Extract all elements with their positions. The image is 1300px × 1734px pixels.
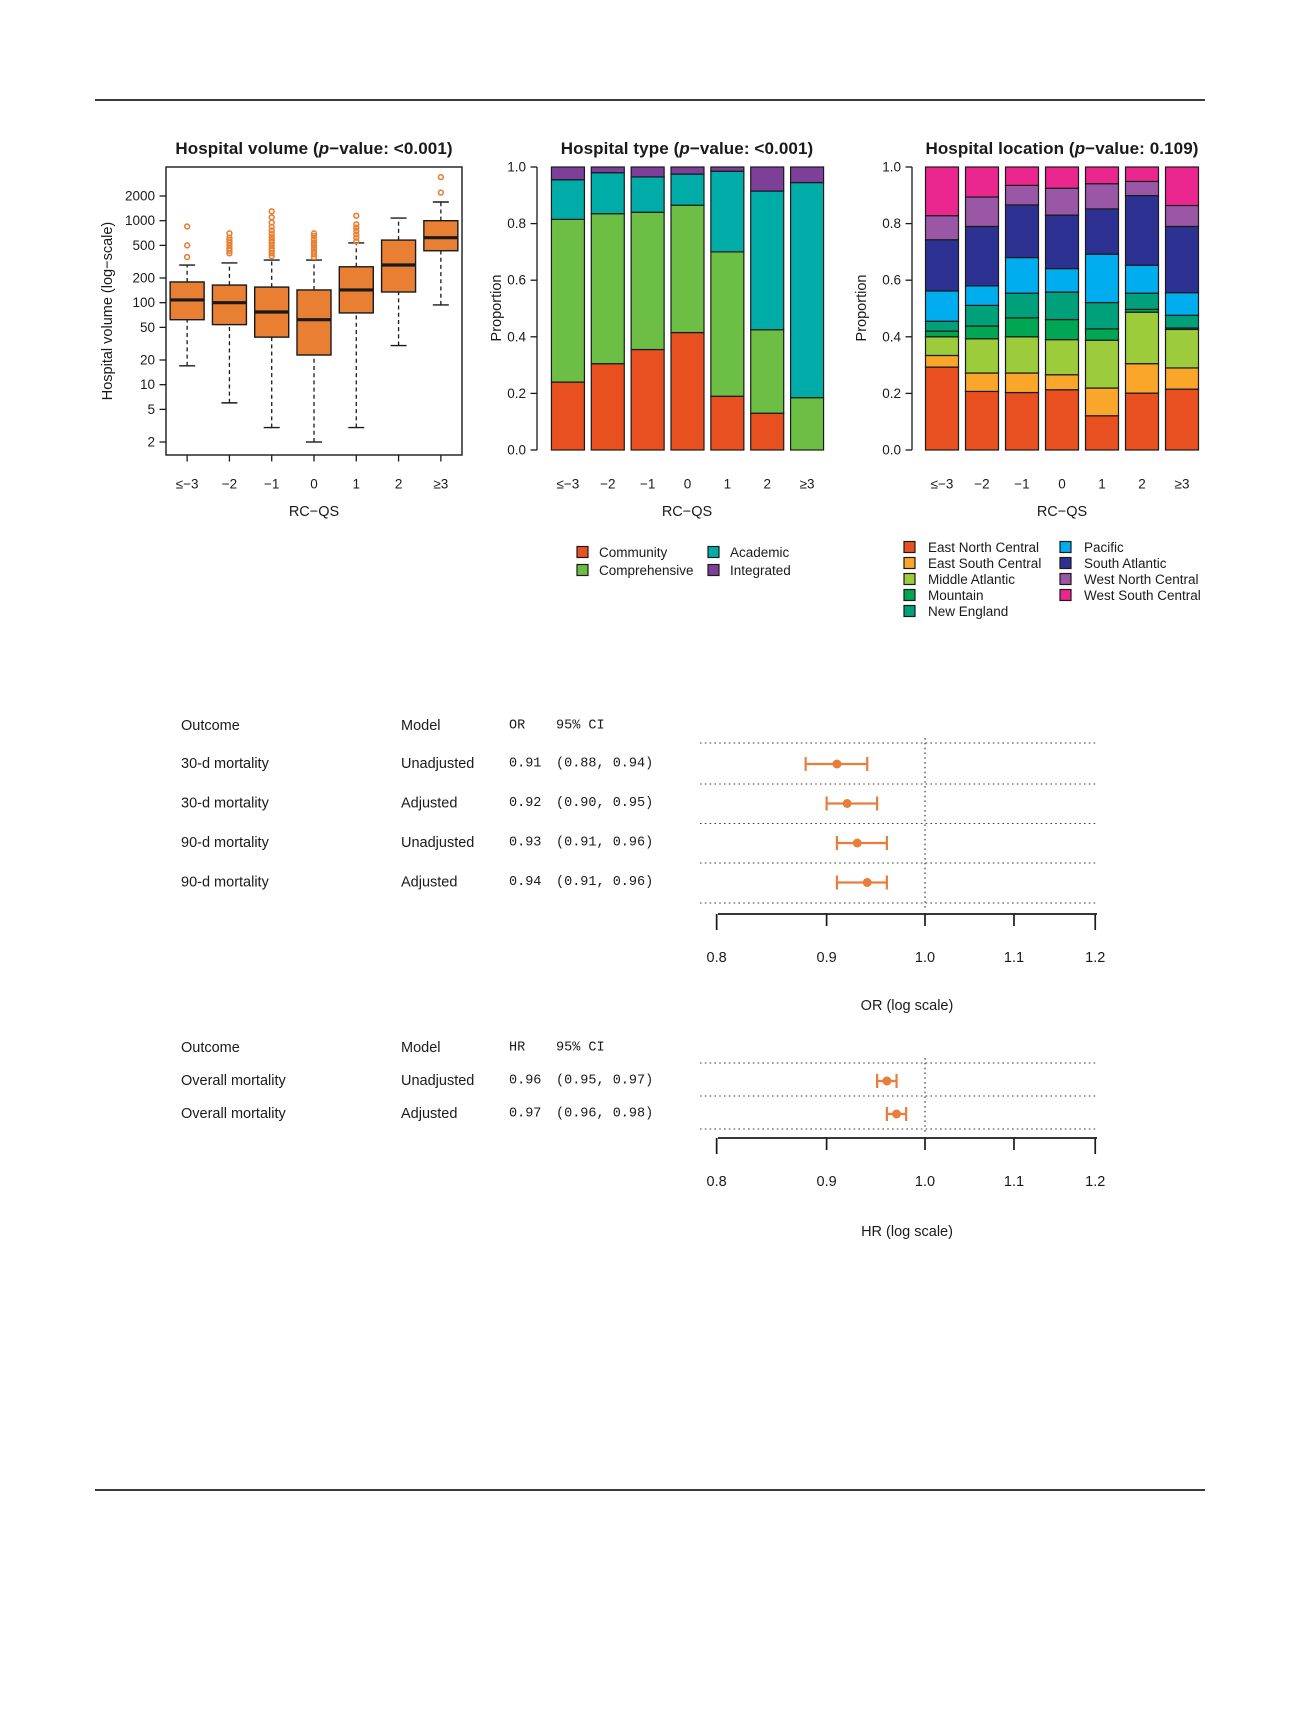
x-tick-label: 0.8 xyxy=(706,1174,727,1190)
x-tick-label: −2 xyxy=(600,476,616,492)
x-tick-label: 1.0 xyxy=(914,950,936,966)
hospital_location-segment-middle-atlantic xyxy=(1006,337,1039,373)
hospital_location-segment-pacific xyxy=(1126,265,1159,293)
hospital_location-segment-new-england xyxy=(1046,292,1079,319)
x-tick-label: −1 xyxy=(639,476,656,492)
x-tick-label: 0 xyxy=(1058,476,1066,492)
row-outcome: 30-d mortality xyxy=(181,795,269,812)
row-estimate: 0.96 xyxy=(509,1073,542,1089)
row-estimate: 0.97 xyxy=(509,1106,542,1122)
hospital_location-segment-mountain xyxy=(1006,318,1039,337)
legend-swatch-community xyxy=(577,547,588,558)
outlier-point xyxy=(354,213,359,218)
legend-label: Comprehensive xyxy=(599,563,694,578)
type-title-post: −value: <0.001) xyxy=(689,139,814,158)
hospital_location-segment-west-south-central xyxy=(1166,167,1199,205)
box xyxy=(212,285,246,325)
row-ci: (0.91, 0.96) xyxy=(556,875,654,890)
hospital_location-segment-west-north-central xyxy=(1086,184,1119,209)
location-chart-title xyxy=(925,139,1198,159)
table-header-95-ci: 95% CI xyxy=(556,1040,605,1056)
hospital_location-segment-pacific xyxy=(1006,258,1039,294)
hospital_location-segment-east-south-central xyxy=(1006,373,1039,393)
point-estimate xyxy=(843,799,852,808)
location-chart-xlabel: RC−QS xyxy=(1036,504,1088,520)
hospital_location-segment-new-england xyxy=(966,305,999,326)
hospital_location-segment-east-south-central xyxy=(966,373,999,391)
hospital_location-segment-west-north-central xyxy=(1046,188,1079,215)
legend-label: Academic xyxy=(730,545,790,560)
legend-label: Integrated xyxy=(730,563,791,578)
hospital_type-segment-integrated xyxy=(631,167,664,177)
type-title-pre: Hospital type ( xyxy=(560,139,680,158)
boxplot-title xyxy=(175,139,452,159)
legend-label: West North Central xyxy=(1084,572,1199,587)
y-tick-label: 10 xyxy=(139,377,155,393)
legend-swatch-academic xyxy=(708,547,719,558)
legend-label: Mountain xyxy=(928,588,984,603)
hospital_type-segment-academic xyxy=(631,177,664,212)
hospital_location-segment-pacific xyxy=(926,291,959,321)
hospital_location-segment-east-north-central xyxy=(1126,393,1159,450)
hospital_location-segment-south-atlantic xyxy=(1086,209,1119,254)
x-tick-label: 2 xyxy=(394,476,403,492)
x-tick-label: 2 xyxy=(763,476,771,492)
hospital_location-segment-east-north-central xyxy=(926,367,959,450)
hospital_type-segment-community xyxy=(671,333,704,450)
y-tick-label: 0.8 xyxy=(507,216,526,232)
hospital_type-segment-integrated xyxy=(711,167,744,171)
hospital_location-segment-pacific xyxy=(1046,269,1079,292)
hospital_type-segment-academic xyxy=(791,183,824,398)
legend-swatch-pacific xyxy=(1060,542,1071,553)
forest_hr-panel xyxy=(181,1040,1105,1190)
hospital_location-segment-middle-atlantic xyxy=(966,339,999,373)
or-axis-caption: OR (log scale) xyxy=(860,998,954,1014)
hospital_location-segment-west-south-central xyxy=(966,167,999,197)
hospital_type-segment-comprehensive xyxy=(631,212,664,349)
row-model: Unadjusted xyxy=(401,756,475,772)
hospital_type-segment-community xyxy=(751,413,784,450)
hospital_location-segment-west-south-central xyxy=(1046,167,1079,188)
legend-swatch-west-north-central xyxy=(1060,574,1071,585)
point-estimate xyxy=(863,878,872,887)
row-model: Unadjusted xyxy=(401,835,475,851)
type-chart-title xyxy=(561,139,814,159)
boxplot-title-p: p xyxy=(318,139,330,158)
outlier-point xyxy=(438,175,443,180)
hospital_type-segment-comprehensive xyxy=(711,252,744,396)
boxplot-hospital-volume xyxy=(125,167,462,492)
hospital_location-segment-south-atlantic xyxy=(966,226,999,285)
outlier-point xyxy=(438,190,443,195)
legend-swatch-east-south-central xyxy=(904,558,915,569)
x-tick-label: ≤−3 xyxy=(930,476,954,492)
legend-label: Community xyxy=(599,545,668,560)
y-tick-label: 2 xyxy=(147,434,155,450)
row-model: Adjusted xyxy=(401,874,458,891)
hospital_location-segment-pacific xyxy=(1086,254,1119,302)
hospital_location-segment-new-england xyxy=(1126,293,1159,309)
legend-swatch-integrated xyxy=(708,565,719,576)
x-tick-label: 1.1 xyxy=(1003,1174,1025,1190)
y-tick-label: 0.2 xyxy=(507,385,526,401)
row-outcome: 90-d mortality xyxy=(181,835,269,851)
point-estimate xyxy=(832,760,841,769)
row-model: Unadjusted xyxy=(401,1073,475,1089)
hospital_location-segment-west-north-central xyxy=(1006,185,1039,205)
hospital_location-segment-east-north-central xyxy=(1006,393,1039,450)
hospital_location-segment-east-north-central xyxy=(1046,390,1079,450)
x-tick-label: 0.9 xyxy=(816,1174,837,1190)
x-tick-label: ≤−3 xyxy=(556,476,580,492)
table-header-model: Model xyxy=(401,1040,441,1056)
hospital_location-segment-east-south-central xyxy=(1126,364,1159,393)
table-header-outcome: Outcome xyxy=(181,718,240,734)
legend-swatch-east-north-central xyxy=(904,542,915,553)
legend-label: Middle Atlantic xyxy=(928,572,1016,587)
y-tick-label: 0.6 xyxy=(882,272,901,288)
hospital_location-segment-pacific xyxy=(966,286,999,306)
type-chart-xlabel: RC−QS xyxy=(661,504,713,520)
outlier-point xyxy=(354,222,359,227)
hospital_location-segment-west-north-central xyxy=(1166,205,1199,226)
outlier-point xyxy=(185,243,190,248)
y-tick-label: 200 xyxy=(132,270,155,286)
legend-label: East North Central xyxy=(928,540,1040,555)
row-estimate: 0.92 xyxy=(509,796,542,811)
hospital_type-segment-community xyxy=(711,396,744,450)
hospital_location-segment-west-south-central xyxy=(1006,167,1039,185)
hr-axis-caption: HR (log scale) xyxy=(861,1224,953,1240)
row-ci: (0.95, 0.97) xyxy=(556,1073,654,1089)
y-tick-label: 0.0 xyxy=(507,442,526,458)
y-tick-label: 1000 xyxy=(124,213,155,229)
x-tick-label: −1 xyxy=(264,476,280,492)
y-tick-label: 0.6 xyxy=(507,272,526,288)
x-tick-label: 1 xyxy=(352,476,361,492)
hospital_type-segment-community xyxy=(591,364,624,450)
hospital_location-segment-east-south-central xyxy=(1086,388,1119,416)
hospital_location-segment-pacific xyxy=(1166,293,1199,316)
location-title-p: p xyxy=(1074,139,1086,158)
box xyxy=(297,290,331,355)
x-tick-label: −2 xyxy=(221,476,238,492)
hospital_location-chart xyxy=(882,160,1198,492)
x-tick-label: 1.0 xyxy=(914,1174,936,1190)
boxplot-title-post: −value: <0.001) xyxy=(329,139,453,158)
hospital_location-segment-west-north-central xyxy=(926,216,959,240)
table-header-hr: HR xyxy=(509,1040,526,1056)
table-header-or: OR xyxy=(509,718,526,734)
x-tick-label: ≥3 xyxy=(433,476,449,492)
hospital_type-legend xyxy=(577,545,791,578)
x-tick-label: −2 xyxy=(974,476,990,492)
row-outcome: Overall mortality xyxy=(181,1073,286,1089)
hospital_location-segment-east-south-central xyxy=(1046,375,1079,390)
hospital_location-segment-mountain xyxy=(926,331,959,337)
x-tick-label: ≤−3 xyxy=(175,476,199,492)
type-title-p: p xyxy=(679,139,690,158)
legend-swatch-comprehensive xyxy=(577,565,588,576)
point-estimate xyxy=(882,1077,891,1086)
row-estimate: 0.94 xyxy=(509,875,542,890)
hospital_location-segment-new-england xyxy=(926,321,959,331)
y-tick-label: 0.8 xyxy=(882,216,901,232)
hospital_location-segment-south-atlantic xyxy=(1126,196,1159,266)
hospital_location-segment-east-north-central xyxy=(1166,389,1199,450)
hospital_type-segment-academic xyxy=(671,174,704,205)
outlier-point xyxy=(185,224,190,229)
x-tick-label: 0.9 xyxy=(816,950,837,966)
hospital_location-segment-mountain xyxy=(966,326,999,339)
legend-swatch-middle-atlantic xyxy=(904,574,915,585)
hospital_type-segment-integrated xyxy=(671,167,704,174)
hospital_type-segment-academic xyxy=(711,171,744,252)
hospital_location-segment-middle-atlantic xyxy=(1086,340,1119,388)
y-tick-label: 1.0 xyxy=(507,159,526,175)
row-outcome: 30-d mortality xyxy=(181,756,269,772)
hospital_location-legend xyxy=(904,540,1201,619)
y-tick-label: 0.4 xyxy=(882,329,901,345)
x-tick-label: 1 xyxy=(1098,476,1106,492)
location-title-pre: Hospital location ( xyxy=(925,139,1075,158)
hospital_type-segment-comprehensive xyxy=(591,214,624,364)
hospital_type-segment-academic xyxy=(751,191,784,330)
hospital_location-segment-middle-atlantic xyxy=(1166,329,1199,367)
hospital_type-segment-community xyxy=(631,350,664,450)
x-tick-label: 1.2 xyxy=(1085,1174,1106,1190)
x-tick-label: ≥3 xyxy=(1174,476,1190,492)
hospital_location-segment-west-north-central xyxy=(966,197,999,226)
hospital_type-segment-comprehensive xyxy=(751,330,784,413)
x-tick-label: −1 xyxy=(1014,476,1030,492)
hospital_location-segment-west-north-central xyxy=(1126,181,1159,195)
hospital_type-segment-community xyxy=(551,382,584,450)
outlier-point xyxy=(227,231,232,236)
x-tick-label: 0 xyxy=(310,476,318,492)
x-tick-label: 1 xyxy=(723,476,732,492)
y-tick-label: 0.2 xyxy=(882,385,901,401)
hospital_location-segment-west-south-central xyxy=(926,167,959,216)
boxplot-ylabel: Hospital volume (log−scale) xyxy=(100,221,116,401)
y-tick-label: 500 xyxy=(132,237,155,253)
hospital_location-segment-south-atlantic xyxy=(1006,205,1039,258)
hospital_location-segment-south-atlantic xyxy=(1166,226,1199,292)
hospital_location-segment-new-england xyxy=(1086,303,1119,329)
hospital_type-segment-comprehensive xyxy=(551,219,584,382)
location-chart-ylabel: Proportion xyxy=(854,274,870,342)
type-chart-ylabel: Proportion xyxy=(489,274,505,342)
hospital_location-segment-east-north-central xyxy=(1086,416,1119,450)
boxplot-xlabel: RC−QS xyxy=(288,504,340,520)
row-outcome: Overall mortality xyxy=(181,1106,286,1122)
hospital_location-segment-new-england xyxy=(1006,293,1039,318)
y-tick-label: 5 xyxy=(147,401,155,417)
location-title-post: −value: 0.109) xyxy=(1085,139,1199,158)
x-tick-label: 0.8 xyxy=(706,950,727,966)
y-tick-label: 0.4 xyxy=(507,329,526,345)
hospital_location-segment-south-atlantic xyxy=(1046,215,1079,268)
row-ci: (0.90, 0.95) xyxy=(556,796,654,811)
box xyxy=(424,221,458,251)
forest_or-panel xyxy=(181,718,1105,966)
hospital_type-segment-comprehensive xyxy=(791,398,824,450)
legend-label: West South Central xyxy=(1084,588,1201,603)
row-ci: (0.96, 0.98) xyxy=(556,1106,654,1122)
hospital_location-segment-middle-atlantic xyxy=(926,337,959,356)
y-tick-label: 20 xyxy=(139,352,155,368)
table-header-outcome: Outcome xyxy=(181,1040,240,1056)
table-header-model: Model xyxy=(401,718,441,734)
hospital_location-segment-west-south-central xyxy=(1086,167,1119,184)
hospital_location-segment-new-england xyxy=(1166,315,1199,328)
row-model: Adjusted xyxy=(401,1106,458,1122)
legend-label: Pacific xyxy=(1084,540,1124,555)
hospital_type-segment-academic xyxy=(591,173,624,214)
x-tick-label: ≥3 xyxy=(799,476,815,492)
y-tick-label: 100 xyxy=(132,295,155,311)
legend-swatch-west-south-central xyxy=(1060,590,1071,601)
outlier-point xyxy=(185,255,190,260)
hospital_location-segment-mountain xyxy=(1086,329,1119,340)
outlier-point xyxy=(269,215,274,220)
row-model: Adjusted xyxy=(401,795,458,812)
y-tick-label: 1.0 xyxy=(882,159,901,175)
x-tick-label: 2 xyxy=(1138,476,1146,492)
y-tick-label: 50 xyxy=(139,319,155,335)
hospital_location-segment-east-south-central xyxy=(1166,368,1199,389)
legend-label: South Atlantic xyxy=(1084,556,1167,571)
hospital_location-segment-east-north-central xyxy=(966,391,999,450)
legend-swatch-new-england xyxy=(904,606,915,617)
hospital_type-segment-integrated xyxy=(791,167,824,183)
hospital_type-segment-integrated xyxy=(551,167,584,180)
table-header-95-ci: 95% CI xyxy=(556,718,605,734)
hospital_location-segment-west-south-central xyxy=(1126,167,1159,181)
x-tick-label: 0 xyxy=(683,476,692,492)
x-tick-label: 1.1 xyxy=(1003,950,1025,966)
hospital_type-segment-comprehensive xyxy=(671,205,704,332)
outlier-point xyxy=(269,220,274,225)
row-estimate: 0.93 xyxy=(509,835,542,851)
x-tick-label: 1.2 xyxy=(1085,950,1106,966)
legend-label: East South Central xyxy=(928,556,1042,571)
boxplot-title-pre: Hospital volume ( xyxy=(175,139,319,158)
hospital_location-segment-east-south-central xyxy=(926,355,959,367)
hospital_type-segment-integrated xyxy=(751,167,784,191)
outlier-point xyxy=(269,209,274,214)
point-estimate xyxy=(853,839,862,848)
row-ci: (0.88, 0.94) xyxy=(556,756,654,772)
hospital_location-segment-south-atlantic xyxy=(926,240,959,291)
y-tick-label: 2000 xyxy=(124,188,155,204)
row-ci: (0.91, 0.96) xyxy=(556,835,654,851)
legend-swatch-mountain xyxy=(904,590,915,601)
hospital_location-segment-middle-atlantic xyxy=(1126,312,1159,364)
legend-label: New England xyxy=(928,604,1009,619)
y-tick-label: 0.0 xyxy=(882,442,901,458)
point-estimate xyxy=(892,1110,901,1119)
legend-swatch-south-atlantic xyxy=(1060,558,1071,569)
hospital_location-segment-mountain xyxy=(1046,320,1079,340)
row-outcome: 90-d mortality xyxy=(181,874,269,891)
row-estimate: 0.91 xyxy=(509,756,542,772)
hospital_type-chart xyxy=(507,160,823,492)
hospital_type-segment-academic xyxy=(551,180,584,220)
hospital_location-segment-middle-atlantic xyxy=(1046,340,1079,375)
hospital_type-segment-integrated xyxy=(591,167,624,173)
